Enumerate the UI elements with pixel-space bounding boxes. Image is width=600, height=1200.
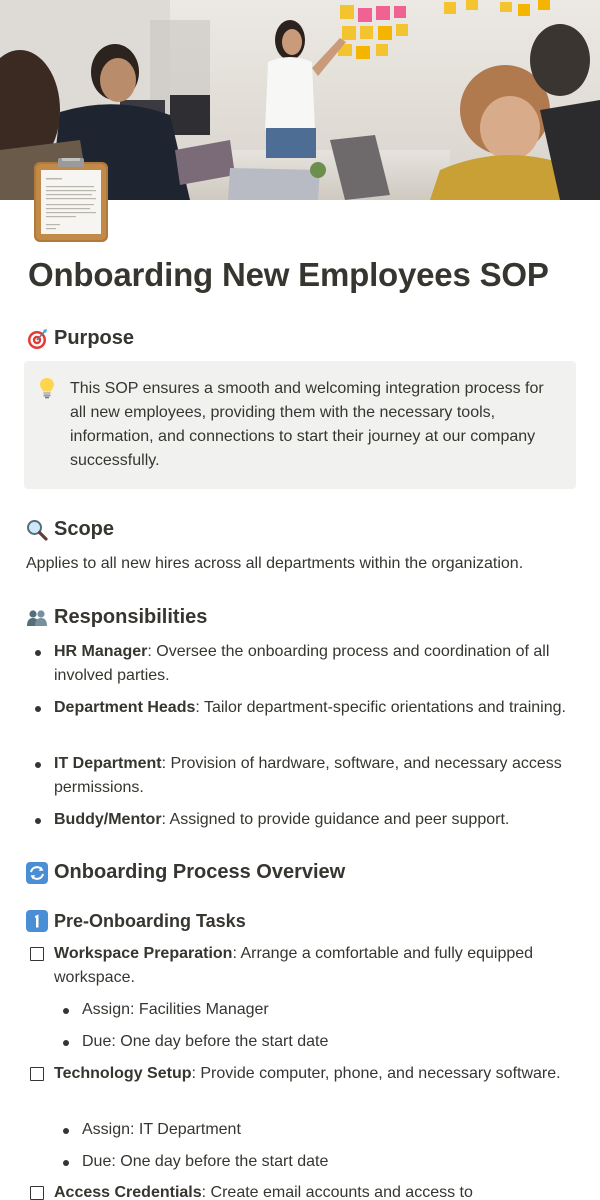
clipboard-icon[interactable] (32, 158, 110, 244)
list-item (54, 1150, 554, 1174)
task-description: : Create email accounts and access to (201, 1184, 473, 1200)
heading-overview-label: Onboarding Process Overview (54, 861, 346, 883)
page-title: Onboarding New Employees SOP (28, 256, 549, 293)
todo-checkbox[interactable] (30, 1067, 44, 1081)
heading-purpose (26, 327, 134, 350)
heading-overview (26, 861, 345, 884)
target-icon (26, 328, 48, 350)
list-item (26, 696, 566, 744)
task-description: : Provide computer, phone, and necessary software. (191, 1065, 561, 1082)
role-description: : Oversee the onboarding process and coordination of all involved parties. (54, 643, 550, 684)
role-label: Buddy/Mentor (54, 811, 162, 828)
heading-pre-onboarding-label: Pre-Onboarding Tasks (54, 910, 246, 931)
keycap-one-icon (26, 910, 48, 932)
purpose-callout (24, 361, 576, 489)
role-label: IT Department (54, 755, 162, 772)
bullet-dot (63, 1008, 69, 1014)
list-item (26, 640, 566, 688)
list-item (26, 808, 566, 832)
lightbulb-icon (38, 377, 56, 399)
task-name: Access Credentials (54, 1184, 202, 1200)
task-name: Technology Setup (54, 1065, 192, 1082)
todo-checkbox[interactable] (30, 947, 44, 961)
todo-item (26, 1181, 571, 1200)
scope-text: Applies to all new hires across all departments within the organization. (26, 555, 524, 572)
task-due: Due: One day before the start date (82, 1033, 329, 1050)
bullet-dot (63, 1160, 69, 1166)
todo-item (26, 1062, 571, 1110)
heading-responsibilities (26, 606, 207, 629)
purpose-callout-text: This SOP ensures a smooth and welcoming integration process for all new employees, providing them with the necessary tools, information, and connections to start their journey at our company successfully. (70, 380, 544, 469)
role-description: : Tailor department-specific orientations and training. (195, 699, 566, 716)
heading-responsibilities-label: Responsibilities (54, 606, 208, 628)
todo-checkbox[interactable] (30, 1186, 44, 1200)
task-name: Workspace Preparation (54, 945, 233, 962)
bullet-dot (63, 1128, 69, 1134)
heading-purpose-label: Purpose (54, 327, 135, 349)
bullet-dot (35, 706, 41, 712)
bullet-dot (35, 650, 41, 656)
heading-scope-label: Scope (54, 518, 115, 540)
role-label: HR Manager (54, 643, 148, 660)
task-assign: Assign: Facilities Manager (82, 1001, 269, 1018)
cycle-arrows-icon (26, 862, 48, 884)
todo-item (26, 942, 571, 990)
role-label: Department Heads (54, 699, 196, 716)
list-item (54, 1030, 554, 1054)
people-icon (26, 607, 48, 629)
heading-pre-onboarding (26, 910, 246, 932)
list-item (54, 998, 554, 1022)
bullet-dot (63, 1040, 69, 1046)
heading-scope (26, 518, 114, 541)
bullet-dot (35, 762, 41, 768)
task-description: : Arrange a comfortable and fully equipped workspace. (54, 945, 534, 986)
role-description: : Assigned to provide guidance and peer support. (161, 811, 510, 828)
list-item (54, 1118, 554, 1142)
list-item (26, 752, 566, 800)
role-description: : Provision of hardware, software, and necessary access permissions. (54, 755, 562, 796)
magnifier-icon (26, 519, 48, 541)
bullet-dot (35, 818, 41, 824)
task-due: Due: One day before the start date (82, 1153, 329, 1170)
task-assign: Assign: IT Department (82, 1121, 241, 1138)
